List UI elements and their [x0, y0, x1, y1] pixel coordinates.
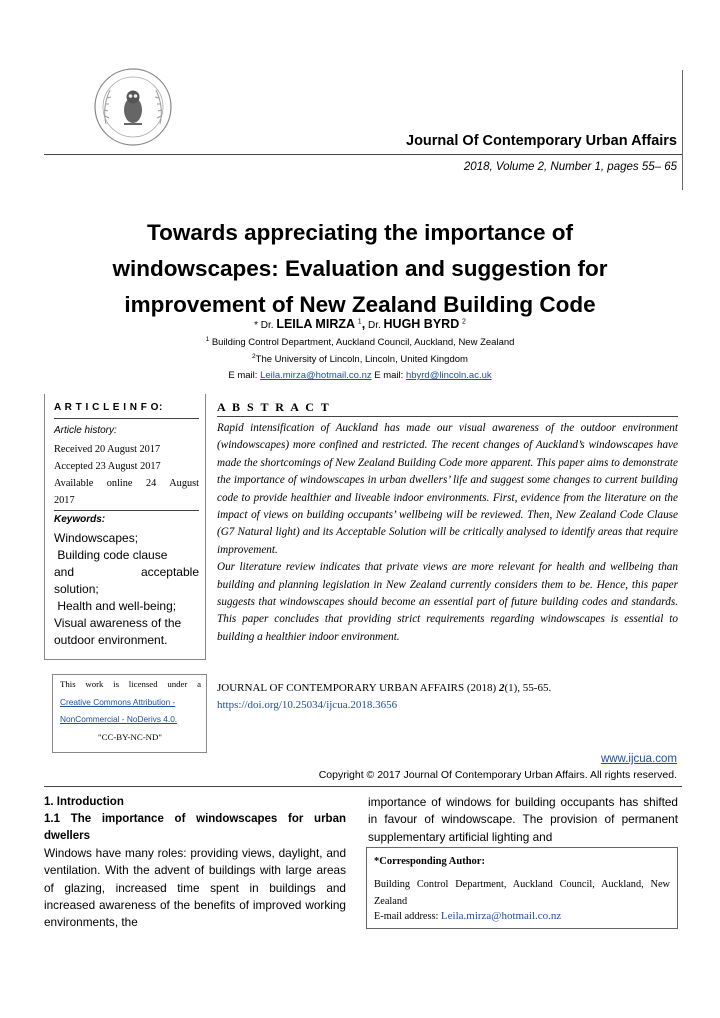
- section-heading-introduction: 1. Introduction: [44, 796, 124, 808]
- article-history-heading: Article history:: [54, 425, 117, 436]
- keyword-item: solution;: [54, 582, 99, 596]
- header-rule: [44, 154, 682, 155]
- author-separator: ,: [361, 317, 366, 331]
- keyword-item: Health and well-being;: [54, 599, 177, 613]
- keyword-item: and acceptable: [54, 565, 199, 579]
- section-rule: [44, 786, 682, 787]
- affiliation-1-text: Building Control Department, Auckland Council, Auckland, New Zealand: [211, 337, 515, 349]
- corresponding-author-heading: *Corresponding Author:: [374, 856, 485, 867]
- authors-line: [0, 317, 720, 331]
- title-line-2: windowscapes: Evaluation and suggestion for: [112, 256, 608, 281]
- affiliation-1-sup: 1: [205, 336, 210, 343]
- history-available-year: 2017: [54, 495, 75, 506]
- affiliation-2-sup: 2: [252, 353, 256, 360]
- history-received: Received 20 August 2017: [54, 444, 161, 455]
- website-link[interactable]: www.ijcua.com: [600, 753, 677, 765]
- history-accepted: Accepted 23 August 2017: [54, 461, 161, 472]
- email-label-2: E mail:: [374, 370, 404, 381]
- corresponding-author-affiliation: Building Control Department, Auckland Council, Auckland, New Zealand: [374, 879, 670, 907]
- keywords-heading: Keywords:: [54, 514, 106, 525]
- keyword-item: Building code clause: [54, 548, 168, 562]
- author2-sup: 2: [462, 318, 466, 326]
- journal-logo: [92, 66, 174, 148]
- article-info-rule: [54, 418, 199, 419]
- header-divider: [682, 70, 683, 190]
- copyright-line: Copyright © 2017 Journal Of Contemporary Urban Affairs. All rights reserved.: [318, 769, 677, 781]
- email-link-1[interactable]: Leila.mirza@hotmail.co.nz: [260, 370, 372, 381]
- abstract-paragraph-2: Our literature review indicates that private views are more relevant for health and wellbeing than building and planning legislation in New Zealand currently considers them to be. Hence, this paper suggests that windowscapes should become an essential part of future building codes and standards. This paper concludes that providing strict requirements regarding windowscapes is essential to building a healthier indoor environment.: [217, 561, 678, 643]
- license-link-1[interactable]: Creative Commons Attribution -: [60, 697, 176, 707]
- keyword-item: Visual awareness of the: [54, 616, 182, 630]
- corresponding-email-link[interactable]: Leila.mirza@hotmail.co.nz: [440, 910, 562, 922]
- citation-prefix: JOURNAL OF CONTEMPORARY URBAN AFFAIRS (2018): [217, 682, 497, 694]
- email-line: [0, 370, 720, 381]
- citation-volume: 2: [498, 682, 505, 694]
- subsection-heading: 1.1 The importance of windowscapes for urban: [44, 813, 346, 825]
- title-line-1: Towards appreciating the importance of: [147, 220, 573, 245]
- citation-suffix: (1), 55-65.: [504, 682, 552, 694]
- keywords-rule: [54, 510, 199, 511]
- abstract-citation: [217, 682, 678, 694]
- author1-sup: 1: [357, 318, 362, 326]
- journal-name: Journal Of Contemporary Urban Affairs: [406, 133, 677, 149]
- keyword-item: Windowscapes;: [54, 531, 139, 545]
- affiliation-2: [0, 353, 720, 365]
- license-link-line-1: [60, 697, 201, 707]
- author1-name: LEILA MIRZA: [276, 317, 356, 331]
- license-code: "CC-BY-NC-ND": [98, 732, 162, 742]
- abstract-rule: [217, 416, 678, 417]
- article-info-heading: A R T I C L E I N F O:: [54, 402, 163, 413]
- author1-prefix: * Dr.: [254, 320, 274, 331]
- history-available: Available online 24 August: [54, 478, 199, 489]
- body-text-right: importance of windows for building occupants has shifted in favour of windowscape. The provision of permanent supplementary artificial lighting and: [368, 795, 678, 844]
- author2-prefix: Dr.: [367, 320, 381, 331]
- license-text: This work is licensed under a: [60, 679, 201, 689]
- issue-line: 2018, Volume 2, Number 1, pages 55– 65: [463, 161, 677, 173]
- body-text-left: Windows have many roles: providing views, daylight, and ventilation. With the advent of buildings with large areas of glazing, increased time spent in buildings and increased awareness of the benefits of improved working environments, the: [44, 846, 346, 930]
- corresponding-email-label: E-mail address:: [374, 911, 439, 922]
- subsection-heading-cont: dwellers: [44, 830, 91, 842]
- abstract-body: [217, 420, 678, 646]
- title-line-3: improvement of New Zealand Building Code: [124, 292, 596, 317]
- license-link-2[interactable]: NonCommercial - NoDerivs 4.0.: [60, 714, 178, 724]
- affiliation-2-text: The University of Lincoln, Lincoln, United Kingdom: [255, 354, 468, 366]
- abstract-paragraph-1: Rapid intensification of Auckland has made our visual awareness of the outdoor environment (windowscapes) more confined and restricted. The recent changes of Auckland’s windowscapes have made the shortcomings of New Zealand Building Code more apparent. This paper aims to demonstrate the importance of windowscapes in urban dwellers’ life and suggest some changes to current building code to provide healthier and liveable indoor environments. First, evidence from the literature on the impact of views on building occupants’ wellbeing will be reviewed. Then, New Zealand Code Clause (G7 Natural light) and its Acceptable Solution will be critically analysed to identify areas that require improvement.: [217, 422, 678, 556]
- affiliation-1: [0, 336, 720, 348]
- abstract-heading: A B S T R A C T: [217, 400, 331, 414]
- corresponding-author-email: [374, 910, 561, 922]
- email-label-1: E mail:: [228, 370, 258, 381]
- paper-title: [60, 215, 660, 323]
- author2-name: HUGH BYRD: [383, 317, 460, 331]
- email-link-2[interactable]: hbyrd@lincoln.ac.uk: [405, 370, 492, 381]
- doi-link[interactable]: https://doi.org/10.25034/ijcua.2018.3656: [217, 699, 398, 711]
- keyword-item: outdoor environment.: [54, 633, 168, 647]
